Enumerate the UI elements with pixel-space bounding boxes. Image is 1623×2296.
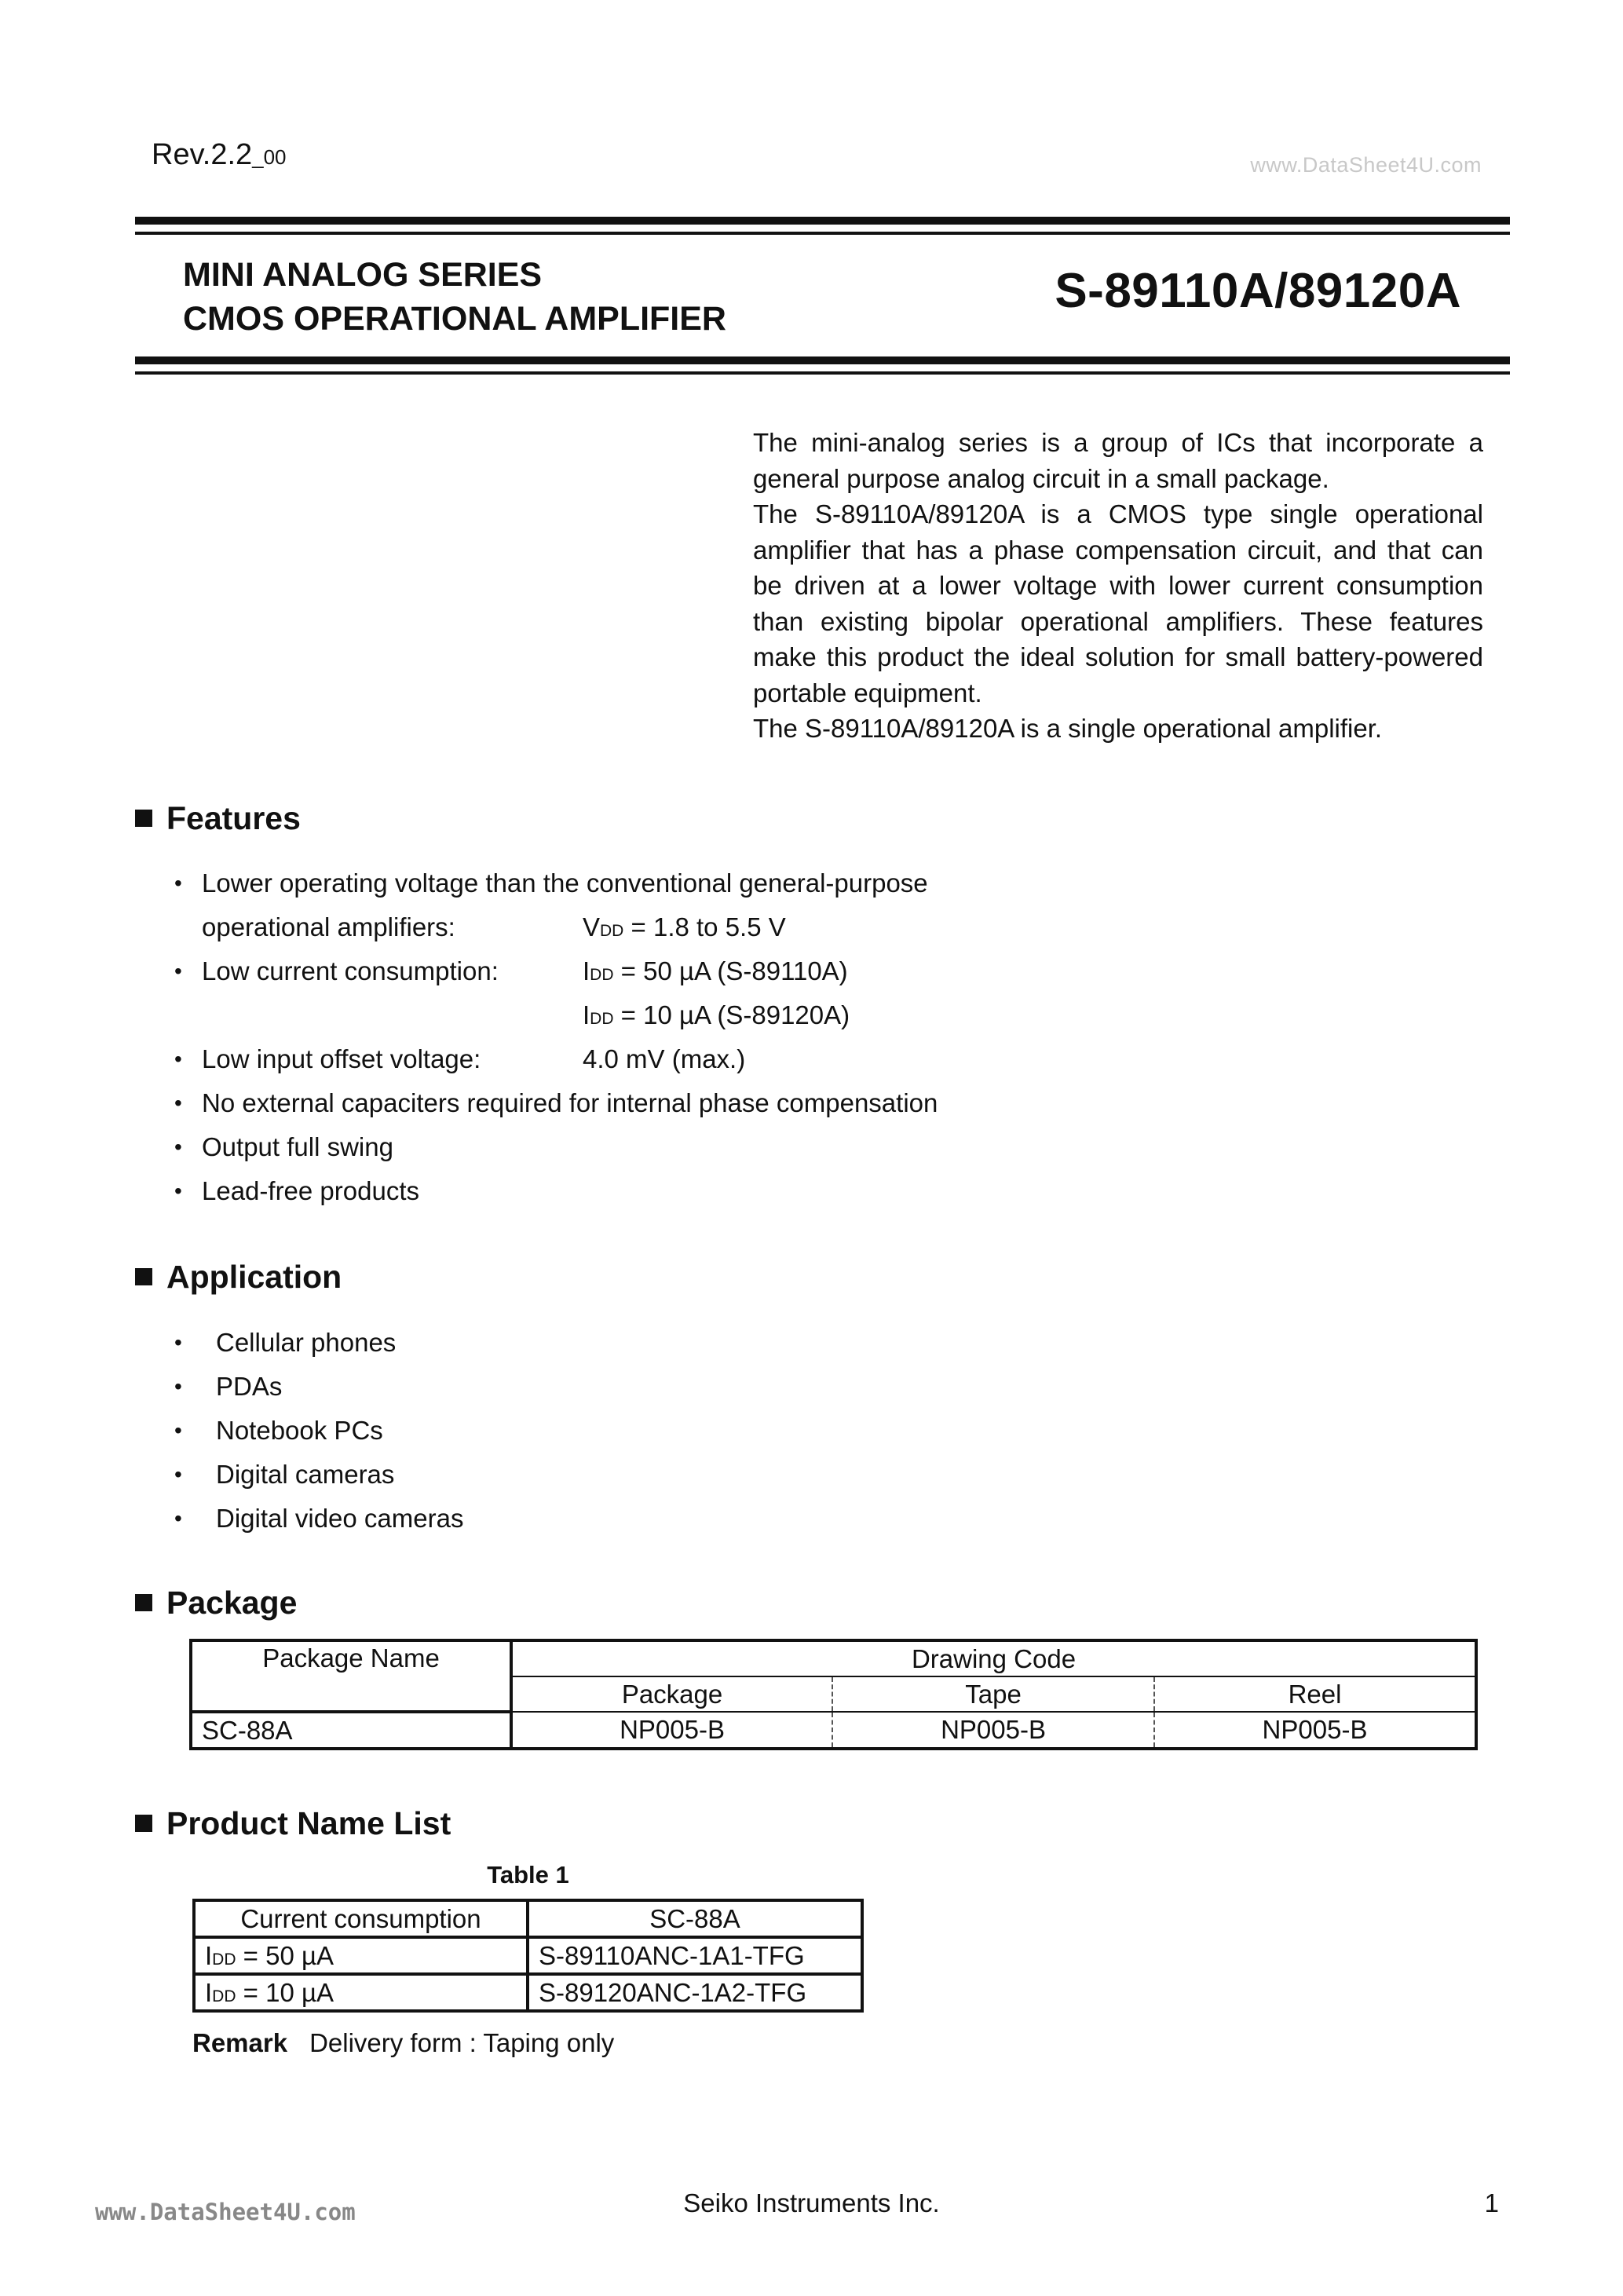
- bullet-dot-icon: •: [174, 959, 182, 983]
- series-title: [183, 253, 726, 341]
- application-list: [0, 1321, 785, 1548]
- drawing-code-header: Drawing Code: [511, 1640, 1476, 1676]
- bullet-dot-icon: •: [174, 1418, 182, 1442]
- current-consumption-cell: IDD = 50 µA: [194, 1937, 528, 1974]
- package-name-header: Package Name: [191, 1640, 511, 1712]
- page-number: 1: [1484, 2188, 1499, 2217]
- feature-item-1-line1: Lower operating voltage than the conventional general-purpose: [202, 868, 928, 898]
- table-caption: Table 1: [487, 1861, 569, 1888]
- feature-item-6: Lead-free products: [202, 1176, 420, 1205]
- application-heading: Application: [135, 1259, 342, 1296]
- table-row: [191, 1712, 1476, 1749]
- series-title-line1: MINI ANALOG SERIES: [183, 256, 543, 294]
- watermark-bottom: www.DataSheet4U.com: [95, 2199, 356, 2225]
- remark-text: Delivery form : Taping only: [309, 2028, 615, 2057]
- product-name-cell: S-89110ANC-1A1-TFG: [528, 1937, 862, 1974]
- bullet-dot-icon: •: [174, 1374, 182, 1398]
- table-row: [194, 1937, 862, 1974]
- header-rule-bottom-thick: [135, 356, 1510, 364]
- feature-item-5: Output full swing: [202, 1132, 393, 1161]
- header-rule-bottom-thin: [135, 371, 1510, 375]
- series-title-line2: CMOS OPERATIONAL AMPLIFIER: [183, 300, 726, 338]
- tape-subheader: Tape: [832, 1676, 1154, 1712]
- remark: [192, 2028, 614, 2058]
- bullet-dot-icon: •: [174, 1462, 182, 1486]
- current-consumption-header: Current consumption: [194, 1900, 528, 1937]
- package-heading: Package: [135, 1585, 297, 1621]
- header-rule-top-thick: [135, 217, 1510, 225]
- reel-subheader: Reel: [1154, 1676, 1476, 1712]
- package-subheader: Package: [511, 1676, 832, 1712]
- package-code-cell: NP005-B: [511, 1712, 832, 1749]
- package-name-cell: SC-88A: [191, 1712, 511, 1749]
- feature-item-4: No external capaciters required for internal phase compensation: [202, 1088, 938, 1117]
- application-item: Digital cameras: [216, 1460, 395, 1489]
- square-bullet-icon: [135, 810, 152, 827]
- application-item: Notebook PCs: [216, 1416, 383, 1445]
- bullet-dot-icon: •: [174, 1506, 182, 1530]
- bullet-dot-icon: •: [174, 1135, 182, 1159]
- feature-item-2-value: IDD = 50 µA (S-89110A): [583, 956, 848, 985]
- feature-item-3-label: Low input offset voltage:: [202, 1044, 481, 1073]
- bullet-dot-icon: •: [174, 1330, 182, 1355]
- intro-paragraph-1: The mini-analog series is a group of ICs that incorporate a general purpose analog circuit in a small package.: [753, 428, 1483, 493]
- watermark-top: www.DataSheet4U.com: [1250, 153, 1482, 177]
- product-name-cell: S-89120ANC-1A2-TFG: [528, 1974, 862, 2011]
- bullet-dot-icon: •: [174, 1091, 182, 1115]
- product-name-list-heading: Product Name List: [135, 1805, 451, 1842]
- application-item: PDAs: [216, 1372, 283, 1401]
- footer-company: Seiko Instruments Inc.: [683, 2188, 940, 2217]
- application-item: Cellular phones: [216, 1328, 397, 1357]
- feature-item-1-line2: operational amplifiers:: [202, 912, 455, 941]
- header-rule-top-thin: [135, 232, 1510, 235]
- intro-text: [753, 425, 1483, 747]
- square-bullet-icon: [135, 1268, 152, 1285]
- feature-item-3-value: 4.0 mV (max.): [583, 1044, 746, 1073]
- bullet-dot-icon: •: [174, 1179, 182, 1203]
- remark-label: Remark: [192, 2028, 288, 2057]
- table-row: [194, 1974, 862, 2011]
- intro-paragraph-3: The S-89110A/89120A is a single operational amplifier.: [753, 714, 1383, 743]
- square-bullet-icon: [135, 1594, 152, 1611]
- package-table-header-row: [191, 1640, 1476, 1676]
- package-column-header: SC-88A: [528, 1900, 862, 1937]
- bullet-dot-icon: •: [174, 1047, 182, 1071]
- package-table: [189, 1639, 1478, 1750]
- feature-item-1-value: VDD = 1.8 to 5.5 V: [583, 912, 786, 941]
- features-heading: Features: [135, 800, 301, 837]
- feature-item-2-label: Low current consumption:: [202, 956, 499, 985]
- bullet-dot-icon: •: [174, 871, 182, 895]
- current-consumption-cell: IDD = 10 µA: [194, 1974, 528, 2011]
- revision-suffix: _00: [252, 145, 287, 169]
- product-name-table: [192, 1899, 864, 2013]
- part-number-title: S-89110A/89120A: [1055, 264, 1461, 318]
- intro-paragraph-2: The S-89110A/89120A is a CMOS type single operational amplifier that has a phase compensation circuit, and that can be driven at a lower voltage with lower current consumption than existing bipolar operational amplifiers. These features make this product the ideal solution for small battery-powered portable equipment.: [753, 499, 1483, 707]
- reel-code-cell: NP005-B: [1154, 1712, 1476, 1749]
- square-bullet-icon: [135, 1815, 152, 1832]
- features-list: [0, 861, 1623, 1223]
- product-table-header-row: [194, 1900, 862, 1937]
- revision-text: Rev.2.2: [152, 138, 253, 171]
- tape-code-cell: NP005-B: [832, 1712, 1154, 1749]
- application-item: Digital video cameras: [216, 1504, 464, 1533]
- revision-label: [152, 138, 287, 172]
- feature-item-2-value-b: IDD = 10 µA (S-89120A): [583, 1000, 850, 1029]
